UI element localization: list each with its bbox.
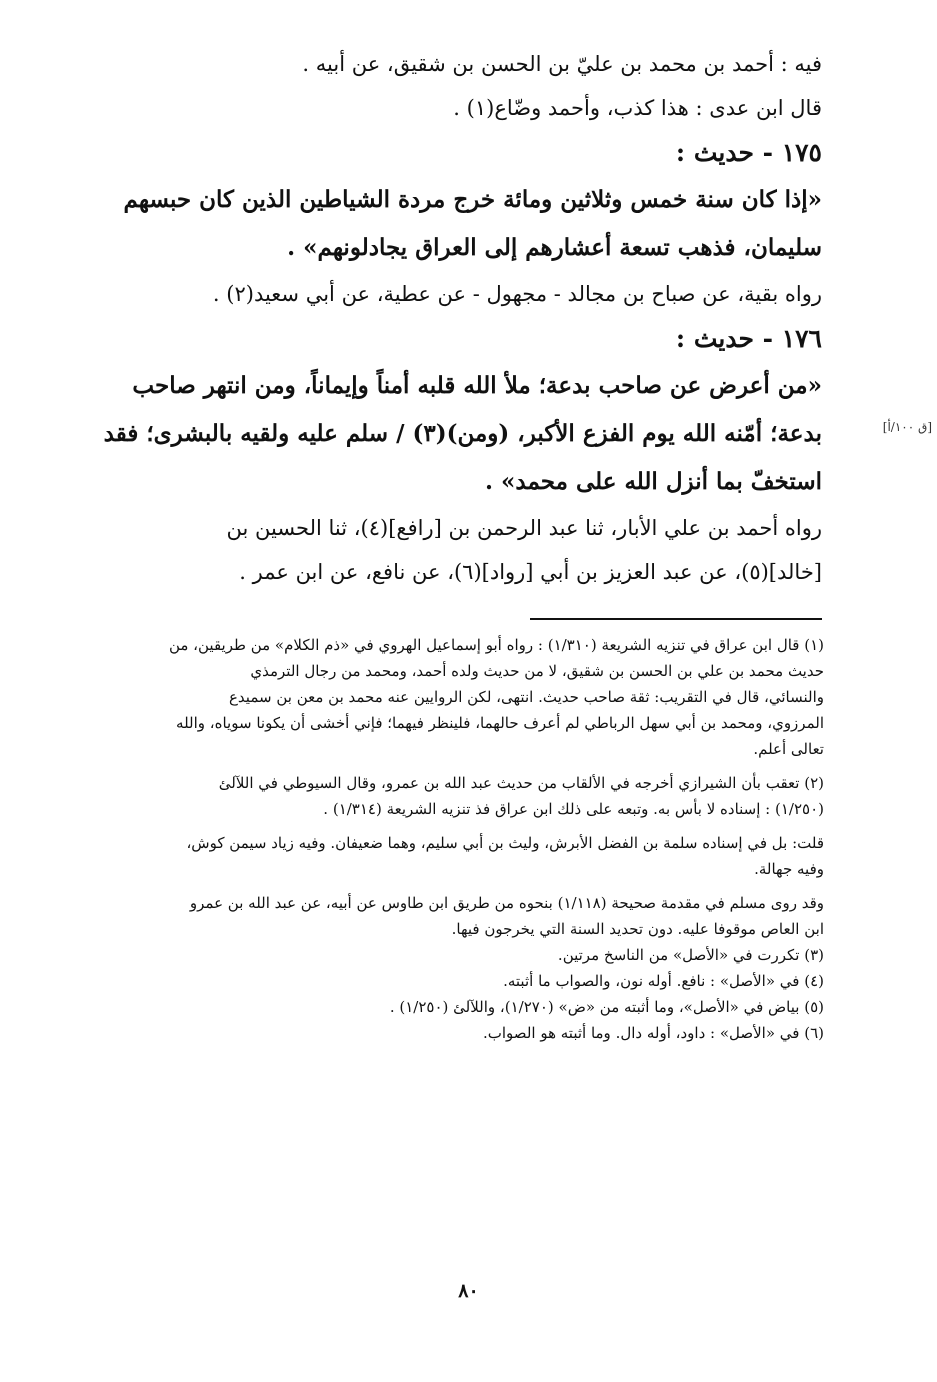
page-number: ٨٠ bbox=[458, 1280, 479, 1302]
footnote-line: (٣) تكررت في «الأصل» من الناسخ مرتين. bbox=[557, 946, 824, 964]
footnote-line: المرزوي، ومحمد بن أبي سهل الرباطي لم أعرف حالهما، فلينظر فيهما؛ فإني أخشى أن يكونا سوياه، والله bbox=[176, 714, 824, 732]
footnote-line: وفيه جهالة. bbox=[754, 860, 824, 878]
isnad-line: [خالد](٥)، عن عبد العزيز بن أبي [رواد](٦)، عن نافع، عن ابن عمر . bbox=[239, 560, 822, 584]
text-line: فيه : أحمد بن محمد بن عليّ بن الحسن بن شقيق، عن أبيه . bbox=[302, 52, 822, 76]
hadith-text-line: بدعة؛ أمّنه الله يوم الفزع الأكبر، (ومن)(٣) / سلم عليه ولقيه بالبشرى؛ فقد bbox=[103, 420, 822, 447]
text-line: قال ابن عدى : هذا كذب، وأحمد وضّاع(١) . bbox=[453, 96, 822, 120]
footnote-line: (٤) في «الأصل» : نافع. أوله نون، والصواب ما أثبته. bbox=[503, 972, 824, 990]
footnote-line: تعالى أعلم. bbox=[753, 740, 824, 758]
footnote-line: (٥) بياض في «الأصل»، وما أثبته من «ض» (١/٢٧٠)، واللآلئ (١/٢٥٠) . bbox=[389, 998, 824, 1016]
footnotes bbox=[44, 632, 824, 1046]
footnote-line: (١/٢٥٠) : إسناده لا بأس به. وتبعه على ذلك ابن عراق فذ تنزيه الشريعة (١/٣١٤) . bbox=[323, 800, 824, 818]
hadith-text-line: سليمان، فذهب تسعة أعشارهم إلى العراق يجادلونهم» . bbox=[287, 234, 822, 261]
footnote-line: قلت: بل في إسناده سلمة بن الفضل الأبرش، وليث بن أبي سليم، وهما ضعيفان. وفيه زياد سيمن كوش، bbox=[186, 834, 824, 852]
hadith-text-line: «من أعرض عن صاحب بدعة؛ ملأ الله قلبه أمناً وإيماناً، ومن انتهر صاحب bbox=[132, 372, 822, 399]
footnote-line: والنسائي، قال في التقريب: ثقة صاحب حديث. انتهى، لكن الروايين عنه محمد بن معن بن سميدع bbox=[228, 688, 824, 706]
footnote-line: حديث محمد بن علي بن الحسن بن شقيق، لا من حديث ولده أحمد، ومحمد من رجال الترمذي bbox=[250, 662, 824, 680]
hadith-text-line: استخفّ بما أنزل الله على محمد» . bbox=[485, 468, 822, 495]
footnote-line: وقد روى مسلم في مقدمة صحيحة (١/١١٨) بنحوه من طريق ابن طاوس عن أبيه، عن عبد الله بن عمرو bbox=[189, 894, 824, 912]
main-text bbox=[44, 42, 822, 594]
manuscript-folio-note: [ق ١٠٠/أ] bbox=[882, 420, 932, 434]
footnote-divider bbox=[530, 618, 822, 620]
isnad-line: رواه بقية، عن صباح بن مجالد - مجهول - عن عطية، عن أبي سعيد(٢) . bbox=[212, 282, 822, 306]
footnote-line: ابن العاص موقوفا عليه. دون تحديد السنة التي يخرجون فيها. bbox=[451, 920, 824, 938]
isnad-line: رواه أحمد بن علي الأبار، ثنا عبد الرحمن بن [رافع](٤)، ثنا الحسين بن bbox=[226, 516, 822, 540]
hadith-text-line: «إذا كان سنة خمس وثلاثين ومائة خرج مردة الشياطين الذين كان حبسهم bbox=[123, 186, 822, 213]
footnote-line: (٢) تعقب بأن الشيرازي أخرجه في الألقاب من حديث عبد الله بن عمرو، وقال السيوطي في اللآلئ bbox=[218, 774, 824, 792]
footnote-line: (٦) في «الأصل» : داود، أوله دال. وما أثبته هو الصواب. bbox=[483, 1024, 824, 1042]
footnote-line: (١) قال ابن عراق في تنزيه الشريعة (١/٣١٠) : رواه أبو إسماعيل الهروي في «ذم الكلام» من طريقين، من bbox=[168, 636, 824, 654]
hadith-heading-175: ١٧٥ - حديث : bbox=[675, 138, 822, 167]
hadith-heading-176: ١٧٦ - حديث : bbox=[675, 324, 822, 353]
